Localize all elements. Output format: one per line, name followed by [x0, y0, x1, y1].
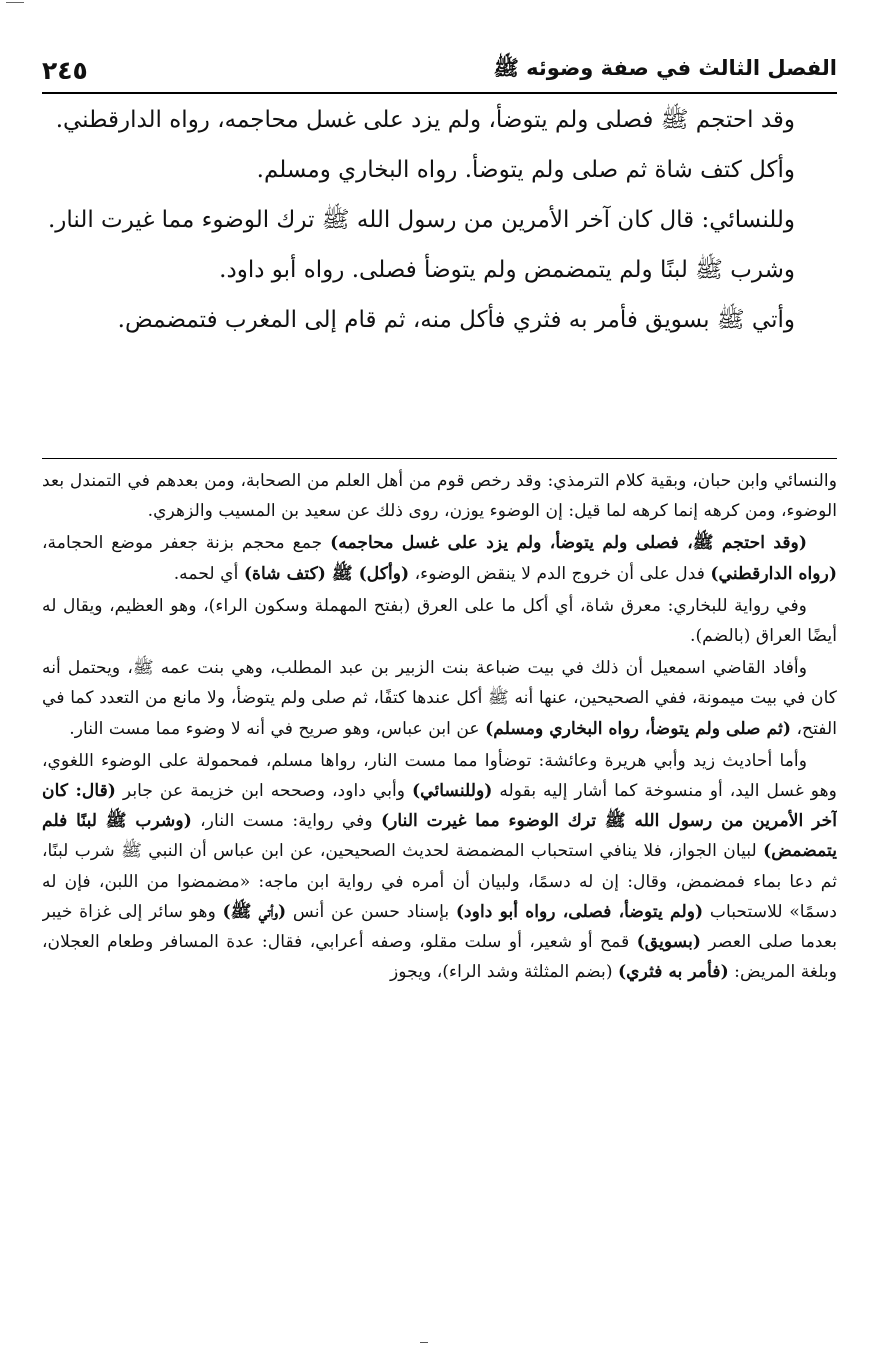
- main-paragraph: وللنسائي: قال كان آخر الأمرين من رسول الله ﷺ ترك الوضوء مما غيرت النار.: [47, 207, 795, 233]
- section-divider: [42, 458, 837, 459]
- chapter-title: الفصل الثالث في صفة وضوئه ﷺ: [493, 55, 837, 80]
- scan-mark: [420, 1342, 428, 1347]
- main-paragraph: وأكل كتف شاة ثم صلى ولم يتوضأ. رواه البخاري ومسلم.: [256, 157, 795, 183]
- explanation-text: وفي رواية: مست النار،: [191, 811, 381, 832]
- quoted-main-text: (وللنسائي): [412, 781, 493, 802]
- commentary-paragraph: [42, 653, 837, 744]
- quoted-main-text: (وأتي ﷺ): [222, 901, 287, 922]
- quoted-main-text: (بسويق): [636, 932, 702, 953]
- explanation-text: وأبي داود، وصححه ابن خزيمة عن جابر: [115, 781, 413, 802]
- commentary-paragraph: والنسائي وابن حبان، وبقية كلام الترمذي: وقد رخص قوم من أهل العلم من الصحابة، ومن بعدهم في التمندل بعد الوضوء، ومن كرهه إنما كرهه لما قيل: إن الوضوء يوزن، روى ذلك عن سعيد بن المسيب والزهري.: [42, 471, 837, 522]
- quoted-main-text: (رواه الدارقطني): [710, 563, 837, 584]
- explanation-text: عن ابن عباس، وهو صريح في أنه لا وضوء مما مست النار.: [69, 718, 486, 739]
- explanation-text: لبيان الجواز، فلا ينافي استحباب المضمضة لحديث الصحيحين، عن ابن عباس أن النبي ﷺ شرب لبنًا، ثم دعا بماء فمضمض، وقال: إن له دسمًا، ولبيان أن أمره في رواية ابن ماجه: «مضمضوا من اللبن، فإن له دسمًا» للاستحباب: [42, 841, 837, 922]
- commentary-paragraph: [42, 746, 837, 988]
- quoted-main-text: (ولم يتوضأ، فصلى، رواه أبو داود): [455, 901, 704, 922]
- page-number: ٢٤٥: [42, 55, 88, 85]
- quoted-main-text: (ثم صلى ولم يتوضأ، رواه البخاري ومسلم): [485, 718, 791, 739]
- main-paragraph: وشرب ﷺ لبنًا ولم يتمضمض ولم يتوضأ فصلى. رواه أبو داود.: [219, 257, 795, 283]
- explanation-text: قمح أو شعير، أو سلت مقلو، وصفه أعرابي، فقال: عدة المسافر وطعام العجلان، وبلغة المريض:: [42, 932, 837, 983]
- main-paragraph: وأتي ﷺ بسويق فأمر به فثري فأكل منه، ثم قام إلى المغرب فتمضمض.: [117, 307, 795, 333]
- main-text: [42, 98, 837, 448]
- explanation-text: فدل على أن خروج الدم لا ينقض الوضوء،: [409, 563, 711, 584]
- explanation-text: بإسناد حسن عن أنس: [286, 901, 456, 922]
- explanation-text: وهو سائر إلى غزاة خيبر بعدما صلى العصر: [42, 901, 837, 953]
- explanation-text: أي لحمه.: [173, 563, 244, 584]
- quoted-main-text: (قال: كان آخر الأمرين من رسول الله ﷺ ترك الوضوء مما غيرت النار): [42, 781, 837, 832]
- explanation-text: جمع محجم بزنة جعفر موضع الحجامة،: [42, 533, 331, 554]
- commentary-paragraph: وفي رواية للبخاري: معرق شاة، أي أكل ما على العرق (بفتح المهملة وسكون الراء)، وهو العظيم، ويقال له أيضًا العراق (بالضم).: [42, 595, 837, 647]
- scan-mark: [6, 2, 24, 9]
- quoted-main-text: (وقد احتجم ﷺ، فصلى ولم يتوضأ، ولم يزد على غسل محاجمه): [330, 533, 807, 554]
- quoted-main-text: (وشرب ﷺ لبنًا فلم يتمضمض): [42, 811, 837, 862]
- explanation-text: وأفاد القاضي اسمعيل أن ذلك في بيت ضباعة بنت الزبير بن عبد المطلب، وهي بنت عمه ﷺ، ويحتمل أنه كان في بيت ميمونة، ففي الصحيحين، عنها أنه ﷺ أكل عندها كتفًا، ثم صلى ولم يتوضأ، ولا مانع من التعدد كما في الفتح،: [42, 658, 837, 739]
- quoted-main-text: (وأكل) ﷺ (كتف شاة): [243, 563, 410, 584]
- commentary: [42, 466, 837, 1336]
- explanation-text: وأما أحاديث زيد وأبي هريرة وعائشة: توضأوا مما مست النار، رواها مسلم، فمحمولة على الوضوء اللغوي، وهو غسل اليد، أو منسوخة كما أشار إليه بقوله: [42, 750, 837, 802]
- main-paragraph: وقد احتجم ﷺ فصلى ولم يتوضأ، ولم يزد على غسل محاجمه، رواه الدارقطني.: [55, 107, 795, 133]
- commentary-paragraph: [42, 528, 837, 588]
- page-header: [42, 48, 837, 94]
- quoted-main-text: (فأمر به فثري): [618, 962, 729, 983]
- explanation-text: (بضم المثلثة وشد الراء)، ويجوز: [389, 962, 618, 983]
